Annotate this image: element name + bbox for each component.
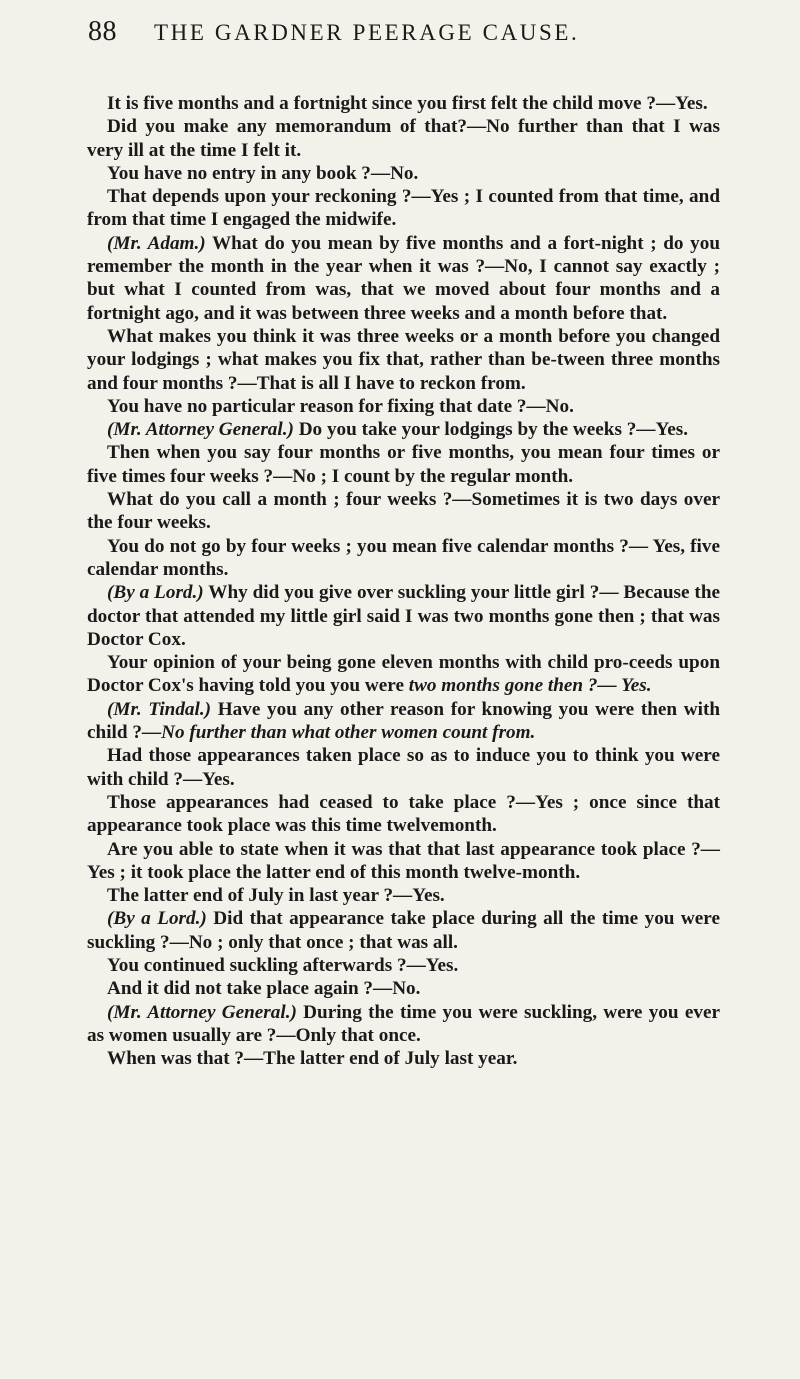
paragraph: And it did not take place again ?—No. bbox=[107, 978, 421, 1000]
paragraph: Are you able to state when it was that that last appearance took place ?—Yes ; it took place the latter end of this month twelve-month. bbox=[87, 838, 720, 883]
paragraph: You continued suckling afterwards ?—Yes. bbox=[107, 954, 459, 976]
speaker-label: (Mr. Attorney General.) bbox=[107, 1001, 297, 1023]
paragraph: (Mr. Tindal.) Have you any other reason for knowing you were then with child ?—No further than what other women count from. bbox=[87, 698, 721, 744]
page-number: 88 bbox=[88, 16, 117, 47]
paragraph: What makes you think it was three weeks or a month before you changed your lodgings ; what makes you fix that, rather than be-tween three months and four months ?—That is all I have to reckon from. bbox=[87, 325, 720, 394]
paragraph: (Mr. Attorney General.) During the time you were suckling, were you ever as women usually are ?—Only that once. bbox=[87, 1001, 720, 1046]
speaker-label: (Mr. Tindal.) bbox=[107, 698, 212, 720]
running-head bbox=[88, 16, 728, 56]
paragraph: (Mr. Attorney General.) Do you take your lodgings by the weeks ?—Yes. bbox=[107, 419, 688, 441]
paragraph: Your opinion of your being gone eleven months with child pro-ceeds upon Doctor Cox's having told you you were two months gone then ?— Yes. bbox=[87, 652, 720, 697]
paragraph: You have no entry in any book ?—No. bbox=[107, 162, 419, 184]
paragraph: It is five months and a fortnight since you first felt the child move ?—Yes. bbox=[107, 93, 708, 114]
speaker-label: (By a Lord.) bbox=[107, 908, 207, 930]
paragraph: (By a Lord.) Why did you give over suckling your little girl ?— Because the doctor that attended my little girl said I was two months gone then ; that was Doctor Cox. bbox=[87, 582, 721, 650]
paragraph: Did you make any memorandum of that?—No further than that I was very ill at the time I felt it. bbox=[87, 116, 720, 161]
paragraph: You have no particular reason for fixing that date ?—No. bbox=[107, 395, 574, 417]
paragraph: Those appearances had ceased to take place ?—Yes ; once since that appearance took place was this time twelvemonth. bbox=[87, 791, 720, 837]
running-title: THE GARDNER PEERAGE CAUSE. bbox=[154, 20, 580, 45]
paragraph: When was that ?—The latter end of July last year. bbox=[107, 1048, 518, 1070]
paragraph: The latter end of July in last year ?—Yes. bbox=[107, 885, 445, 907]
paragraph: Then when you say four months or five months, you mean four times or five times four weeks ?—No ; I count by the regular month. bbox=[87, 442, 720, 487]
paragraph: (Mr. Adam.) What do you mean by five months and a fort-night ; do you remember the month in the year when it was ?—No, I cannot say exactly ; but what I counted from was, that we moved about four months and a fortnight ago, and it was between three weeks and a month before that. bbox=[87, 232, 721, 324]
paragraph: (By a Lord.) Did that appearance take place during all the time you were suckling ?—No ; only that once ; that was all. bbox=[87, 908, 720, 953]
body-text bbox=[87, 92, 720, 1070]
paragraph: Had those appearances taken place so as to induce you to think you were with child ?—Yes. bbox=[87, 745, 720, 790]
speaker-label: (Mr. Adam.) bbox=[107, 232, 206, 254]
paragraph: You do not go by four weeks ; you mean five calendar months ?— Yes, five calendar months. bbox=[87, 535, 720, 580]
paragraph: That depends upon your reckoning ?—Yes ; I counted from that time, and from that time I engaged the midwife. bbox=[87, 186, 720, 231]
paragraph: What do you call a month ; four weeks ?—Sometimes it is two days over the four weeks. bbox=[87, 489, 720, 534]
speaker-label: (By a Lord.) bbox=[107, 582, 204, 604]
speaker-label: (Mr. Attorney General.) bbox=[107, 419, 294, 441]
